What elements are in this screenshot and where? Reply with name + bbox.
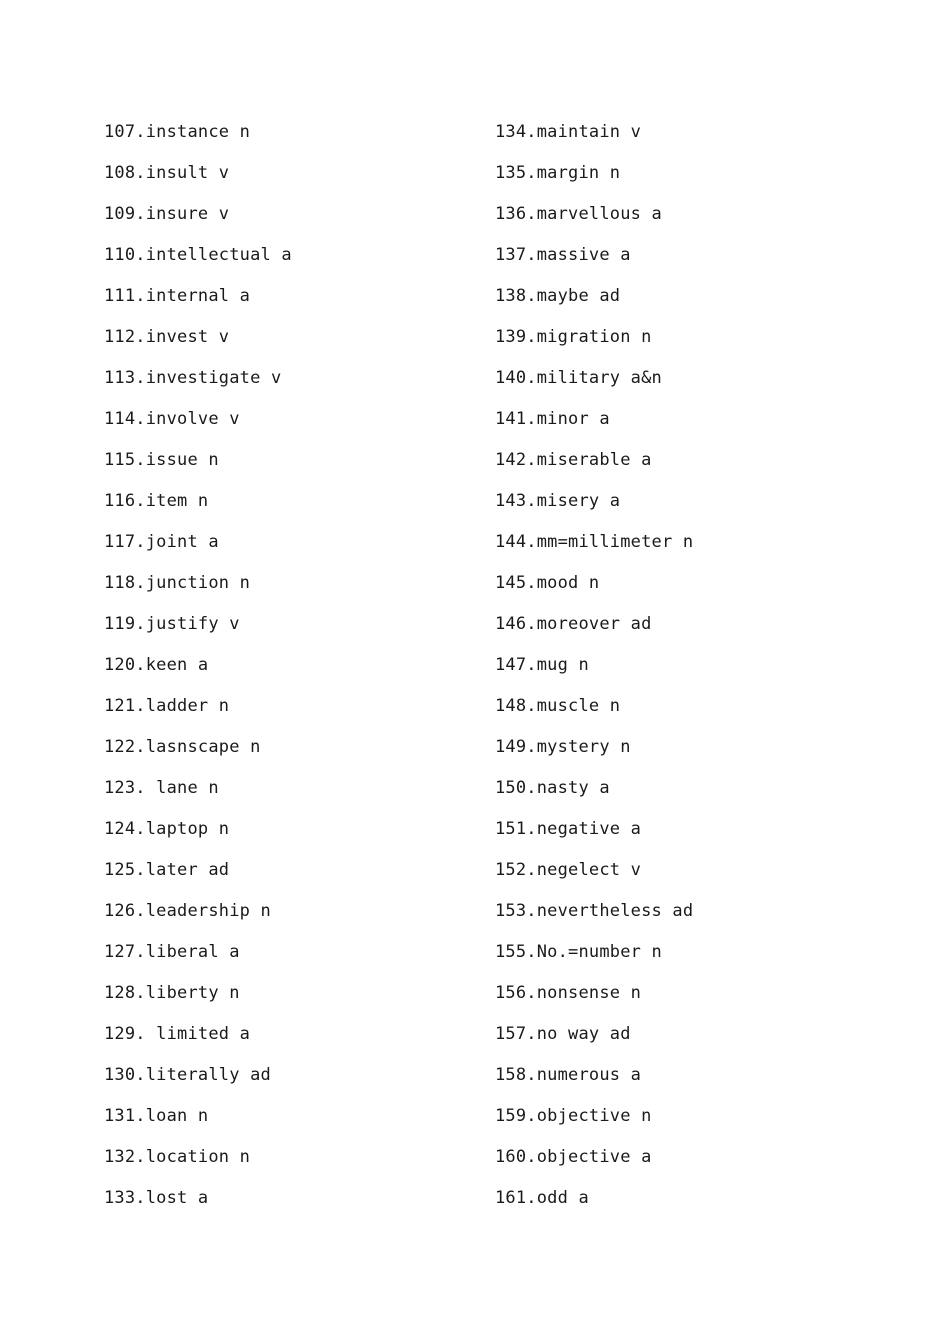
word-entry: 121.ladder n xyxy=(104,696,230,716)
word-entry: 109.insure v xyxy=(104,204,230,224)
word-entry: 160.objective a xyxy=(495,1147,652,1167)
word-entry: 148.muscle n xyxy=(495,696,621,716)
word-entry: 108.insult v xyxy=(104,163,230,183)
word-entry: 140.military a&n xyxy=(495,368,662,388)
word-entry: 130.literally ad xyxy=(104,1065,271,1085)
word-entry: 126.leadership n xyxy=(104,901,271,921)
word-entry: 112.invest v xyxy=(104,327,230,347)
word-entry: 127.liberal a xyxy=(104,942,240,962)
word-entry: 143.misery a xyxy=(495,491,621,511)
word-list-right-column xyxy=(495,112,875,1219)
word-entry: 149.mystery n xyxy=(495,737,631,757)
word-entry: 142.miserable a xyxy=(495,450,652,470)
word-entry: 144.mm=millimeter n xyxy=(495,532,694,552)
word-entry: 157.no way ad xyxy=(495,1024,631,1044)
word-entry: 117.joint a xyxy=(104,532,219,552)
word-entry: 131.loan n xyxy=(104,1106,209,1126)
word-entry: 132.location n xyxy=(104,1147,251,1167)
word-entry: 141.minor a xyxy=(495,409,610,429)
word-entry: 150.nasty a xyxy=(495,778,610,798)
word-entry: 147.mug n xyxy=(495,655,589,675)
word-entry: 110.intellectual a xyxy=(104,245,292,265)
word-entry: 159.objective n xyxy=(495,1106,652,1126)
word-entry: 129. limited a xyxy=(104,1024,251,1044)
word-entry: 118.junction n xyxy=(104,573,251,593)
word-entry: 145.mood n xyxy=(495,573,600,593)
word-entry: 125.later ad xyxy=(104,860,230,880)
word-entry: 133.lost a xyxy=(104,1188,209,1208)
word-entry: 120.keen a xyxy=(104,655,209,675)
word-list-left-column xyxy=(104,112,484,1219)
word-entry: 107.instance n xyxy=(104,122,251,142)
word-entry: 134.maintain v xyxy=(495,122,642,142)
word-entry: 156.nonsense n xyxy=(495,983,642,1003)
word-entry: 152.negelect v xyxy=(495,860,642,880)
word-entry: 114.involve v xyxy=(104,409,240,429)
word-entry: 136.marvellous a xyxy=(495,204,662,224)
word-entry: 138.maybe ad xyxy=(495,286,621,306)
word-entry: 135.margin n xyxy=(495,163,621,183)
word-entry: 116.item n xyxy=(104,491,209,511)
word-entry: 137.massive a xyxy=(495,245,631,265)
word-entry: 115.issue n xyxy=(104,450,219,470)
word-entry: 124.laptop n xyxy=(104,819,230,839)
word-entry: 155.No.=number n xyxy=(495,942,662,962)
word-entry: 111.internal a xyxy=(104,286,251,306)
word-entry: 113.investigate v xyxy=(104,368,282,388)
word-entry: 146.moreover ad xyxy=(495,614,652,634)
word-entry: 161.odd a xyxy=(495,1188,589,1208)
word-entry: 119.justify v xyxy=(104,614,240,634)
word-entry: 158.numerous a xyxy=(495,1065,642,1085)
word-entry: 151.negative a xyxy=(495,819,642,839)
word-entry: 139.migration n xyxy=(495,327,652,347)
word-entry: 122.lasnscape n xyxy=(104,737,261,757)
word-entry: 128.liberty n xyxy=(104,983,240,1003)
word-entry: 153.nevertheless ad xyxy=(495,901,694,921)
word-entry: 123. lane n xyxy=(104,778,219,798)
